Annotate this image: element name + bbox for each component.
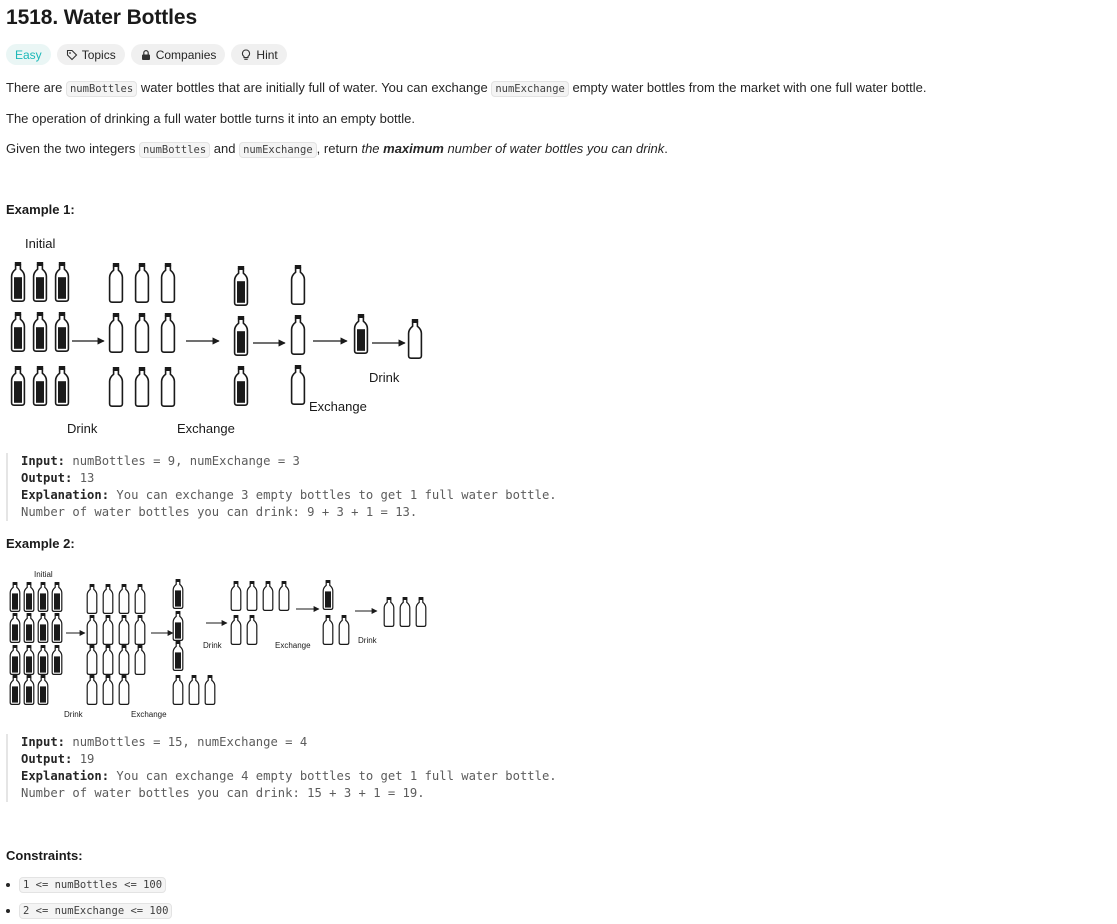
full-bottle	[10, 582, 62, 704]
empty-bottle	[110, 263, 175, 406]
difficulty-label: Easy	[15, 47, 42, 62]
label: Explanation:	[21, 488, 110, 502]
figure-label-drink: Drink	[64, 710, 83, 719]
full-bottle	[323, 580, 333, 609]
value: Number of water bottles you can drink: 9 + 3 + 1 = 13.	[21, 505, 418, 519]
empty-bottle	[384, 597, 426, 626]
label: Output:	[21, 752, 73, 766]
companies-label: Companies	[155, 47, 217, 62]
value: numBottles = 9, numExchange = 3	[65, 454, 300, 468]
companies-button[interactable]	[131, 44, 226, 65]
hint-label: Hint	[256, 47, 278, 62]
problem-title: 1518. Water Bottles	[6, 6, 198, 29]
lock-icon	[140, 49, 152, 61]
hint-button[interactable]	[231, 44, 286, 65]
tag-bar	[6, 44, 287, 65]
full-bottle	[355, 314, 368, 353]
empty-bottle	[409, 319, 422, 358]
full-bottle	[173, 579, 183, 670]
constraint-code: 2 <= numExchange <= 100	[19, 903, 172, 919]
text: water bottles that are initially full of water. You can exchange	[137, 80, 492, 95]
figure-label-drink: Drink	[369, 370, 400, 385]
text: and	[210, 141, 240, 156]
constraint-code: 1 <= numBottles <= 100	[19, 877, 166, 893]
figure-label-exchange: Exchange	[177, 421, 235, 436]
topics-button[interactable]	[57, 44, 125, 65]
value: You can exchange 4 empty bottles to get 1 full water bottle.	[109, 769, 557, 783]
figure-label-exchange: Exchange	[131, 710, 167, 719]
constraints-list	[6, 872, 172, 924]
example-1-io	[6, 453, 557, 521]
label: Output:	[21, 471, 73, 485]
description-paragraph-3	[6, 141, 668, 156]
constraints-heading: Constraints:	[6, 848, 83, 863]
value: 19	[72, 752, 95, 766]
topics-label: Topics	[81, 47, 116, 62]
figure-label-drink: Drink	[358, 636, 377, 645]
full-bottle	[235, 266, 248, 405]
figure-label-exchange: Exchange	[309, 399, 367, 414]
full-bottle	[12, 262, 69, 405]
value: You can exchange 3 empty bottles to get 1 full water bottle.	[109, 488, 557, 502]
list-item	[6, 872, 172, 898]
figure-label-drink: Drink	[203, 641, 222, 650]
label: Input:	[21, 454, 66, 468]
figure-label-drink: Drink	[67, 421, 98, 436]
description-paragraph-2: The operation of drinking a full water bottle turns it into an empty bottle.	[6, 111, 416, 126]
difficulty-badge	[6, 44, 51, 65]
inline-code: numExchange	[491, 81, 569, 97]
label: Input:	[21, 735, 66, 749]
inline-code: numBottles	[139, 142, 210, 158]
text: .	[664, 141, 668, 156]
figure-label-exchange: Exchange	[275, 641, 311, 650]
text: There are	[6, 80, 66, 95]
value: numBottles = 15, numExchange = 4	[65, 735, 308, 749]
label: Explanation:	[21, 769, 110, 783]
text: the	[361, 141, 384, 156]
empty-bottle	[173, 675, 215, 704]
example-1-figure	[6, 230, 446, 440]
value: 13	[72, 471, 95, 485]
lightbulb-icon	[240, 49, 252, 61]
inline-code: numBottles	[66, 81, 137, 97]
empty-bottle	[87, 584, 145, 704]
text: Given the two integers	[6, 141, 139, 156]
figure-label-initial: Initial	[25, 236, 56, 251]
figure-label-initial: Initial	[34, 570, 53, 579]
list-item	[6, 898, 172, 924]
empty-bottle	[292, 265, 305, 404]
text: number of water bottles you can drink	[443, 141, 665, 156]
example-2-figure	[6, 565, 446, 725]
empty-bottle	[323, 615, 349, 644]
empty-bottle	[231, 581, 289, 644]
value: Number of water bottles you can drink: 15 + 3 + 1 = 19.	[21, 786, 425, 800]
example-2-heading: Example 2:	[6, 536, 75, 551]
example-2-io	[6, 734, 557, 802]
text: , return	[316, 141, 362, 156]
description-paragraph-1	[6, 80, 927, 95]
text: maximum	[383, 141, 444, 156]
example-1-heading: Example 1:	[6, 202, 75, 217]
tag-icon	[66, 49, 78, 61]
inline-code: numExchange	[239, 142, 317, 158]
text: empty water bottles from the market with one full water bottle.	[568, 80, 927, 95]
